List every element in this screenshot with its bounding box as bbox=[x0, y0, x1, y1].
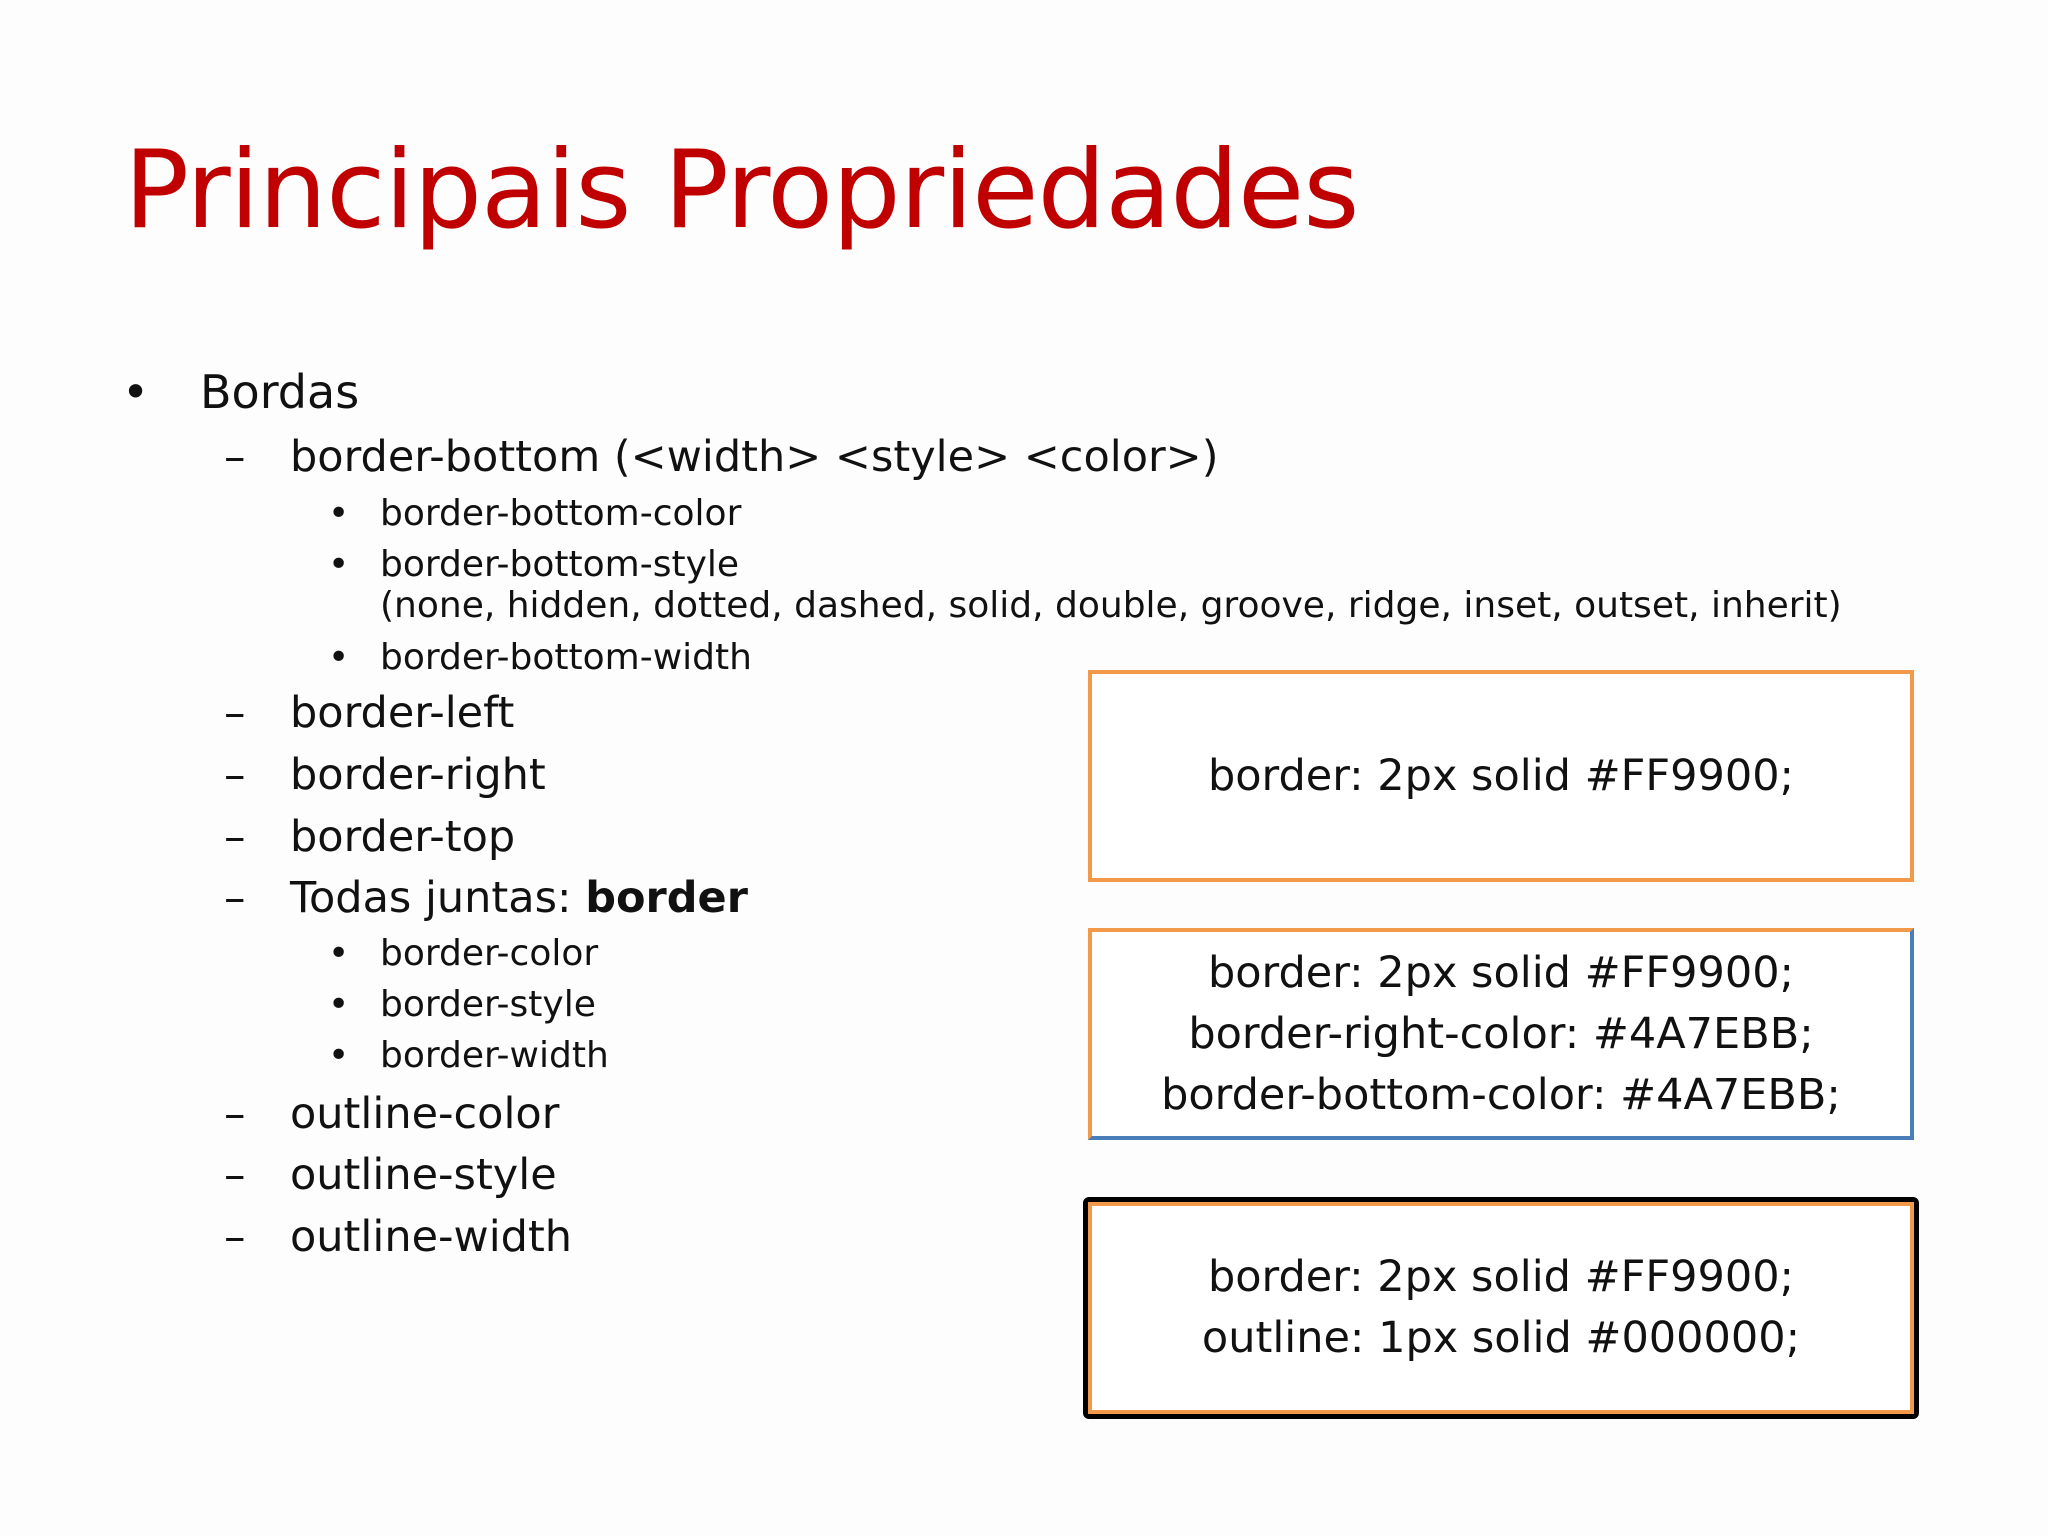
bullet-marker: • bbox=[328, 1035, 350, 1076]
bullet-marker: • bbox=[328, 984, 350, 1025]
bullet-bordas: Bordas bbox=[200, 365, 360, 419]
item-border-width: border-width bbox=[380, 1035, 609, 1076]
dash-marker: – bbox=[224, 812, 246, 862]
example-code-line: border: 2px solid #FF9900; bbox=[1207, 750, 1795, 801]
bullet-marker: • bbox=[122, 365, 150, 419]
item-border-style: border-style bbox=[380, 984, 596, 1025]
example-code-line: border-right-color: #4A7EBB; bbox=[1188, 1008, 1814, 1059]
item-border-bottom-style: border-bottom-style bbox=[380, 544, 740, 585]
dash-marker: – bbox=[224, 688, 246, 738]
item-border-bottom-color: border-bottom-color bbox=[380, 493, 742, 534]
example-code-line: border: 2px solid #FF9900; bbox=[1207, 1252, 1795, 1302]
dash-marker: – bbox=[224, 750, 246, 800]
dash-marker: – bbox=[224, 1212, 246, 1262]
example-box-outline-inner bbox=[1088, 1202, 1914, 1414]
item-border-top: border-top bbox=[290, 812, 516, 862]
item-all-together bbox=[290, 873, 748, 923]
item-border-right: border-right bbox=[290, 750, 546, 800]
bullet-marker: • bbox=[328, 637, 350, 678]
example-box-orange-border bbox=[1088, 670, 1914, 882]
bullet-marker: • bbox=[328, 493, 350, 534]
bullet-marker: • bbox=[328, 933, 350, 974]
example-code-line: outline: 1px solid #000000; bbox=[1201, 1313, 1801, 1363]
item-border-color: border-color bbox=[380, 933, 599, 974]
example-code-line: border-bottom-color: #4A7EBB; bbox=[1161, 1069, 1841, 1120]
item-outline-color: outline-color bbox=[290, 1089, 560, 1139]
example-code-line: border: 2px solid #FF9900; bbox=[1207, 947, 1795, 998]
dash-marker: – bbox=[224, 432, 246, 482]
slide-title: Principais Propriedades bbox=[124, 128, 1359, 253]
item-border-bottom-width: border-bottom-width bbox=[380, 637, 752, 678]
dash-marker: – bbox=[224, 1089, 246, 1139]
dash-marker: – bbox=[224, 1150, 246, 1200]
item-border-bottom: border-bottom (<width> <style> <color>) bbox=[290, 432, 1219, 482]
all-together-prefix: Todas juntas: bbox=[290, 873, 586, 923]
item-border-left: border-left bbox=[290, 688, 515, 738]
border-style-values: (none, hidden, dotted, dashed, solid, double, groove, ridge, inset, outset, inherit) bbox=[380, 585, 1842, 626]
example-box-mixed-border bbox=[1088, 928, 1914, 1140]
item-outline-width: outline-width bbox=[290, 1212, 573, 1262]
all-together-keyword: border bbox=[585, 873, 748, 923]
example-box-outline bbox=[1083, 1197, 1919, 1419]
item-outline-style: outline-style bbox=[290, 1150, 557, 1200]
bullet-marker: • bbox=[328, 544, 350, 585]
dash-marker: – bbox=[224, 873, 246, 923]
